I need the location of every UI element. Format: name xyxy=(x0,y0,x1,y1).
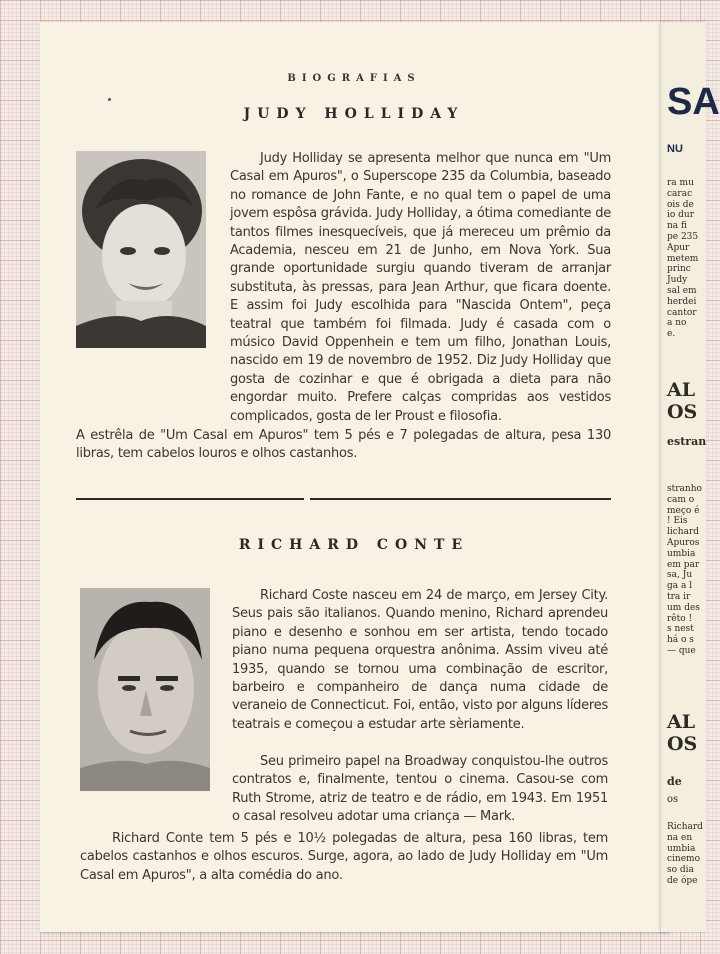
adjacent-text-line: Judy xyxy=(667,275,688,286)
adjacent-text-line: metem xyxy=(667,253,699,264)
adjacent-masthead: SA xyxy=(667,81,720,123)
richard-paragraph-2: Seu primeiro papel na Broadway conquistou-lhe outros contratos e, finalmente, tentou o cinema. Casou-se com Ruth Strome, atriz de teatro e de rádio, em 1943. Em 1951 o casal resolveu adotar uma criança — Mark. xyxy=(232,754,608,825)
adjacent-text-line: na fi xyxy=(667,221,688,232)
adjacent-text-line: herdei xyxy=(667,296,697,307)
adjacent-text-line: ra mu xyxy=(667,178,694,188)
adjacent-subhead: NU xyxy=(667,143,683,155)
adjacent-text-line: de ópe xyxy=(667,875,698,886)
adjacent-text-line: um des xyxy=(667,602,700,613)
adjacent-text-line: cantor xyxy=(667,307,697,318)
adjacent-text-line: pe 235 xyxy=(667,231,699,242)
adjacent-text-line: meço é xyxy=(667,505,700,516)
adjacent-text-column-b xyxy=(667,484,702,657)
adjacent-text-column-a xyxy=(667,178,698,340)
brochure-page xyxy=(40,22,668,932)
adjacent-text-line: em par xyxy=(667,559,700,570)
adjacent-text-line: ! Eis xyxy=(667,516,688,527)
adjacent-heading-c2: OS xyxy=(667,733,698,755)
adjacent-text-line: Apur xyxy=(667,242,690,253)
adjacent-text-line: stranho xyxy=(667,484,702,494)
adjacent-text-line: e. xyxy=(667,329,676,340)
adjacent-heading-c1: AL xyxy=(667,711,696,733)
adjacent-subheading-c: de xyxy=(667,775,682,788)
adjacent-text-line: ois de xyxy=(667,199,694,210)
adjacent-text-line: io dur xyxy=(667,210,695,221)
adjacent-text-line: há o s xyxy=(667,635,694,646)
adjacent-text-line: sa, Ju xyxy=(667,570,693,581)
portrait-photo-icon xyxy=(76,151,206,348)
section-divider-right xyxy=(310,498,611,500)
richard-paragraph-1: Richard Coste nasceu em 24 de março, em Jersey City. Seus pais são italianos. Quando menino, Richard aprendeu piano e desenho e sonhou em ser artista, tendo tocado piano numa pequena orquestra anônima. Assim viveu até 1935, quando se tornou uma combinação de escritor, barbeiro e companheiro de dança numa cidade de veraneio de Connecticut. Foi, então, visto por alguns líderes teatrais e começou a estudar arte sèriamente. xyxy=(232,588,609,732)
adjacent-text-line: cam o xyxy=(667,494,695,505)
adjacent-heading-b1: AL xyxy=(667,379,696,401)
adjacent-text-line: a no xyxy=(667,318,687,329)
adjacent-text-line: umbia xyxy=(667,548,696,559)
richard-conte-portrait-icon xyxy=(80,588,210,791)
richard-paragraph-3: Richard Conte tem 5 pés e 10½ polegadas de altura, pesa 160 libras, tem cabelos castanhos e olhos escuros. Surge, agora, ao lado de Judy Holliday em "Um Casal em Apuros", a alta comédia do ano. xyxy=(80,831,608,883)
adjacent-text-line: s nest xyxy=(667,624,694,635)
adjacent-subheading-c2: os xyxy=(667,794,679,805)
adjacent-text-line: carac xyxy=(667,188,693,199)
adjacent-text-line: princ xyxy=(667,264,691,275)
bio-name-richard-conte: RICHARD CONTE xyxy=(238,537,470,553)
judy-paragraph-1: Judy Holliday se apresenta melhor que nunca em "Um Casal em Apuros", o Superscope 235 da Columbia, baseado no romance de John Fante, e no qual tem o papel de uma jovem espôsa grávida. Judy Holliday, a ótima comediante de tantos filmes inesquecíveis, que já mereceu um prêmio da Academia, nesceu em 21 de Junho, em Nova York. Sua grande oportunidade surgiu quando tiveram de arranjar substituta, às pressas, para Jean Arthur, que ficara doente. E assim foi Judy escolhida para "Nascida Ontem", peça teatral que também foi filmada. Judy é casada com o músico David Oppenhein e tem um filho, Jonathan Louis, nascido em 19 de novembro de 1952. Diz Judy Holliday que gosta de cozinhar e que é obrigada a dieta para não engordar muito. Prefere calças compridas aos vestidos complicados, gosta de ler Proust e filosofia. xyxy=(230,151,611,424)
adjacent-page-edge xyxy=(661,22,720,932)
adjacent-text-line: rêto ! xyxy=(667,613,693,624)
adjacent-text-column-c xyxy=(667,822,703,887)
adjacent-text-line: lichard xyxy=(667,527,700,538)
portrait-photo-icon xyxy=(80,588,210,791)
adjacent-text-line: Richard xyxy=(667,822,703,832)
adjacent-text-line: tra ir xyxy=(667,591,691,602)
adjacent-text-line: so dia xyxy=(667,865,694,876)
adjacent-text-line: umbia xyxy=(667,843,696,854)
adjacent-text-line: ga a l xyxy=(667,581,693,592)
judy-holliday-portrait-icon xyxy=(76,151,206,348)
judy-paragraph-2: A estrêla de "Um Casal em Apuros" tem 5 pés e 7 polegadas de altura, pesa 130 libras, tem cabelos louros e olhos castanhos. xyxy=(76,428,611,462)
adjacent-heading-b2: OS xyxy=(667,401,698,423)
adjacent-text-line: Apuros xyxy=(667,537,700,548)
adjacent-text-line: — que xyxy=(667,645,696,656)
section-divider-left xyxy=(76,498,304,500)
adjacent-text-line: na en xyxy=(667,832,693,843)
adjacent-subheading-b: estran xyxy=(667,435,707,448)
section-title: BIOGRAFIAS xyxy=(287,73,421,84)
adjacent-text-line: cinemo xyxy=(667,854,700,865)
bio-name-judy-holliday: JUDY HOLLIDAY xyxy=(243,106,465,122)
ink-speck xyxy=(108,98,111,101)
adjacent-text-line: sal em xyxy=(667,285,697,296)
